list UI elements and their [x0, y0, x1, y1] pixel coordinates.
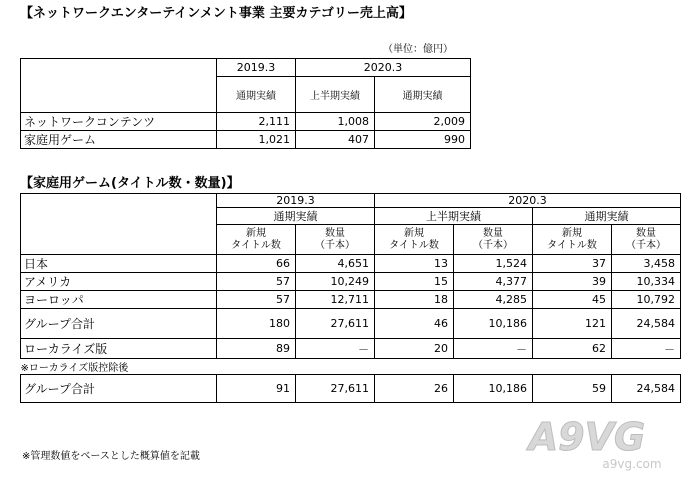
footnote: ※管理数値をベースとした概算値を記載: [22, 451, 200, 462]
cell-value: 121: [533, 309, 612, 339]
col-header-titles: [533, 225, 612, 255]
cell-value: 990: [375, 131, 471, 149]
row-label: グループ合計: [21, 375, 217, 403]
cell-value: 4,285: [454, 291, 533, 309]
header-blank: [21, 59, 217, 113]
table2-title: 【家庭用ゲーム(タイトル数・数量)】: [20, 176, 240, 191]
col-header-units: [612, 225, 681, 255]
cell-value: 10,792: [612, 291, 681, 309]
cell-value: －: [296, 339, 375, 359]
cell-value: 10,249: [296, 273, 375, 291]
col-header-units: [296, 225, 375, 255]
subheader-h1: 上半期実績: [296, 77, 375, 113]
col-header-line2: タイトル数: [231, 239, 281, 251]
console-games-table: [20, 193, 681, 403]
col-header-titles: [375, 225, 454, 255]
cell-value: 407: [296, 131, 375, 149]
cell-value: 1,021: [217, 131, 296, 149]
period-fy-2019: 通期実績: [217, 208, 375, 225]
year-2020-header: 2020.3: [296, 59, 471, 77]
table-row: [21, 273, 681, 291]
cell-value: 18: [375, 291, 454, 309]
cell-value: 2,111: [217, 113, 296, 131]
cell-value: －: [612, 339, 681, 359]
col-header-line1: 数量: [325, 227, 345, 239]
unit-label: （単位：億円）: [383, 44, 453, 55]
cell-value: 57: [217, 291, 296, 309]
col-header-line1: 新規: [562, 227, 582, 239]
cell-value: 91: [217, 375, 296, 403]
col-header-line2: タイトル数: [547, 239, 597, 251]
cell-value: 180: [217, 309, 296, 339]
cell-value: 3,458: [612, 255, 681, 273]
col-header-line1: 数量: [636, 227, 656, 239]
a9vg-watermark-logo: [482, 412, 692, 472]
col-header-line2: （千本）: [626, 239, 666, 251]
table-row: [21, 113, 471, 131]
cell-value: 15: [375, 273, 454, 291]
col-header-line1: 新規: [246, 227, 266, 239]
year-2019-header: 2019.3: [217, 194, 375, 208]
separator-note: ※ローカライズ版控除後: [20, 363, 129, 374]
cell-value: 26: [375, 375, 454, 403]
cell-value: 1,008: [296, 113, 375, 131]
cell-value: 10,186: [454, 309, 533, 339]
year-2019-header: 2019.3: [217, 59, 296, 77]
watermark-logo-text: A9VG: [528, 415, 646, 459]
cell-value: 59: [533, 375, 612, 403]
table-row: [21, 255, 681, 273]
cell-value: 20: [375, 339, 454, 359]
subheader-fy: 通期実績: [375, 77, 471, 113]
cell-value: 46: [375, 309, 454, 339]
col-header-units: [454, 225, 533, 255]
row-label: 家庭用ゲーム: [21, 131, 217, 149]
cell-value: 89: [217, 339, 296, 359]
col-header-line2: タイトル数: [389, 239, 439, 251]
cell-value: 24,584: [612, 375, 681, 403]
table-row: [21, 131, 471, 149]
col-header-line1: 新規: [404, 227, 424, 239]
col-header-line2: （千本）: [315, 239, 355, 251]
cell-value: 66: [217, 255, 296, 273]
cell-value: 27,611: [296, 375, 375, 403]
table-row: [21, 291, 681, 309]
cell-value: 10,334: [612, 273, 681, 291]
cell-value: 24,584: [612, 309, 681, 339]
cell-value: 10,186: [454, 375, 533, 403]
cell-value: 12,711: [296, 291, 375, 309]
category-sales-table: [20, 58, 471, 149]
cell-value: 57: [217, 273, 296, 291]
cell-value: 37: [533, 255, 612, 273]
header-blank: [21, 194, 217, 255]
watermark-sub-text: a9vg.com: [602, 457, 662, 471]
cell-value: 13: [375, 255, 454, 273]
col-header-titles: [217, 225, 296, 255]
row-label: ヨーロッパ: [21, 291, 217, 309]
row-label: アメリカ: [21, 273, 217, 291]
cell-value: 27,611: [296, 309, 375, 339]
row-label: ローカライズ版: [21, 339, 217, 359]
col-header-line1: 数量: [483, 227, 503, 239]
cell-value: 2,009: [375, 113, 471, 131]
table-row: [21, 339, 681, 359]
cell-value: －: [454, 339, 533, 359]
period-fy-2020: 通期実績: [533, 208, 681, 225]
row-label: 日本: [21, 255, 217, 273]
row-label: ネットワークコンテンツ: [21, 113, 217, 131]
col-header-line2: （千本）: [473, 239, 513, 251]
subheader-fy: 通期実績: [217, 77, 296, 113]
table-row: [21, 309, 681, 339]
year-2020-header: 2020.3: [375, 194, 681, 208]
cell-value: 1,524: [454, 255, 533, 273]
total-row: [21, 375, 681, 403]
cell-value: 4,377: [454, 273, 533, 291]
cell-value: 39: [533, 273, 612, 291]
cell-value: 45: [533, 291, 612, 309]
period-h1-2020: 上半期実績: [375, 208, 533, 225]
row-label: グループ合計: [21, 309, 217, 339]
cell-value: 62: [533, 339, 612, 359]
table1-title: 【ネットワークエンターテインメント事業 主要カテゴリー売上高】: [20, 6, 412, 21]
cell-value: 4,651: [296, 255, 375, 273]
